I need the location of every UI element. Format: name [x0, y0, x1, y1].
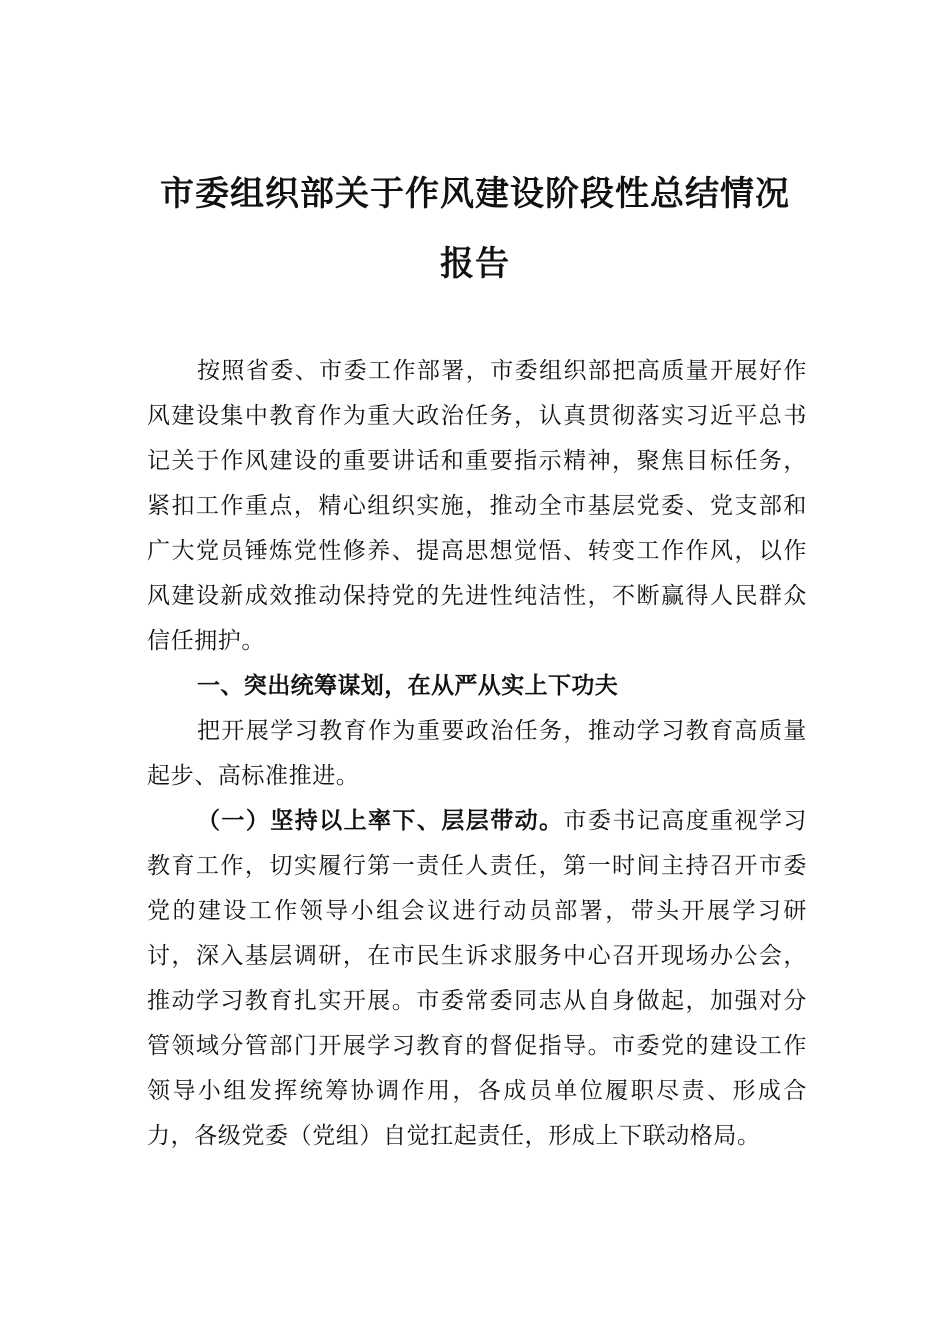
document-body: [147, 349, 807, 1159]
item-text: 市委书记高度重视学习教育工作，切实履行第一责任人责任，第一时间主持召开市委党的建设工作领导小组会议进行动员部署，带头开展学习研讨，深入基层调研，在市民生诉求服务中心召开现场办公会，推动学习教育扎实开展。市委常委同志从自身做起，加强对分管领域分管部门开展学习教育的督促指导。市委党的建设工作领导小组发挥统筹协调作用，各成员单位履职尽责、形成合力，各级党委（党组）自觉扛起责任，形成上下联动格局。: [147, 808, 807, 1149]
section-heading: 一、突出统筹谋划，在从严从实上下功夫: [197, 673, 619, 699]
document-title-line2: 报告: [440, 244, 510, 284]
intro-paragraph: 按照省委、市委工作部署，市委组织部把高质量开展好作风建设集中教育作为重大政治任务，认真贯彻落实习近平总书记关于作风建设的重要讲话和重要指示精神，聚焦目标任务，紧扣工作重点，精心组织实施，推动全市基层党委、党支部和广大党员锤炼党性修养、提高思想觉悟、转变工作作风，以作风建设新成效推动保持党的先进性纯洁性，不断赢得人民群众信任拥护。: [147, 358, 807, 654]
item-paragraph: [147, 799, 807, 1159]
section-summary-paragraph: 把开展学习教育作为重要政治任务，推动学习教育高质量起步、高标准推进。: [147, 718, 807, 789]
item-lead: （一）坚持以上率下、层层带动。: [197, 808, 564, 834]
document-title-line1: 市委组织部关于作风建设阶段性总结情况: [160, 174, 790, 214]
